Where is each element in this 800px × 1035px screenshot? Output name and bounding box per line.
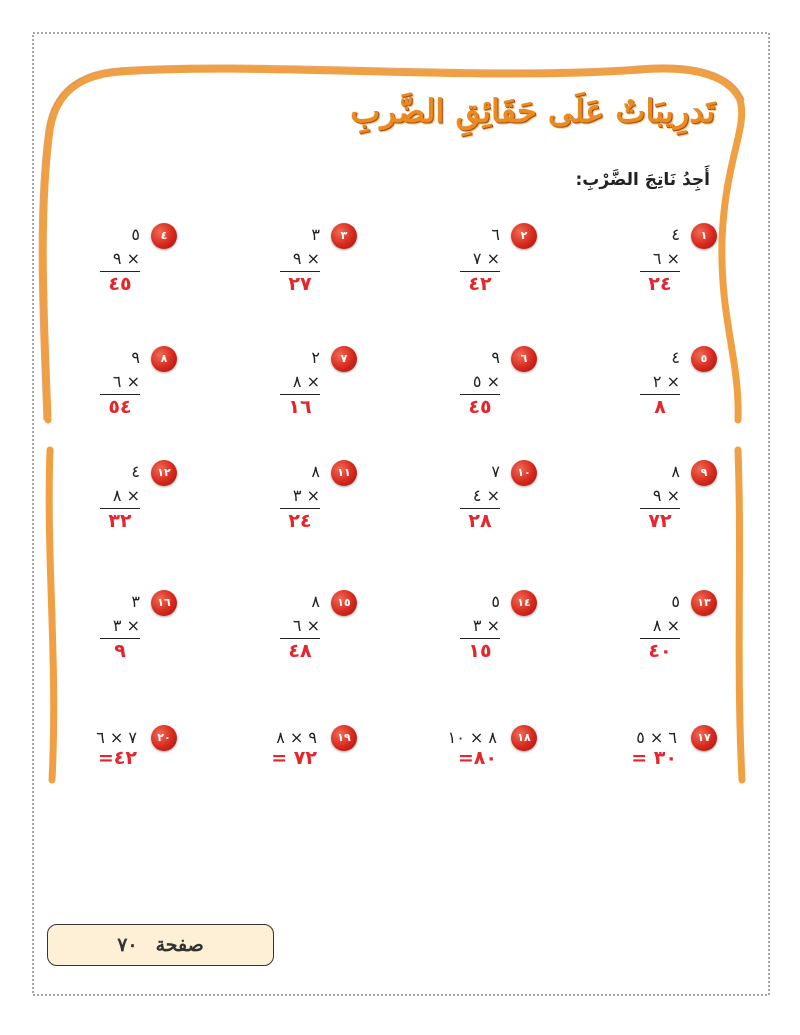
sum-rule — [460, 508, 500, 509]
problem-3 — [237, 223, 357, 313]
answer: ٢٤ — [648, 273, 672, 295]
problem-7 — [237, 346, 357, 436]
problem-number-badge: ٩ — [691, 460, 717, 486]
top-number: ٤ — [131, 462, 140, 481]
problem-17 — [577, 725, 717, 785]
sum-rule — [460, 638, 500, 639]
problem-number-badge: ٧ — [331, 346, 357, 372]
problem-number-badge: ١٠ — [511, 460, 537, 486]
multiplier-line: ٩ × — [652, 486, 680, 505]
answer: ٢٨ — [468, 510, 492, 532]
problem-16 — [57, 590, 177, 680]
problem-14 — [417, 590, 537, 680]
sum-rule — [640, 508, 680, 509]
sum-rule — [460, 394, 500, 395]
problem-number-badge: ١٥ — [331, 590, 357, 616]
problem-number-badge: ٦ — [511, 346, 537, 372]
problem-9 — [597, 460, 717, 550]
multiplier-line: ٨ × — [292, 372, 320, 391]
multiplier-line: ٨ × — [652, 616, 680, 635]
problem-number-badge: ٢ — [511, 223, 537, 249]
answer: =٤٢ — [97, 747, 137, 769]
problem-11 — [237, 460, 357, 550]
top-number: ٣ — [311, 225, 320, 244]
multiplier-line: ٩ × — [292, 249, 320, 268]
top-number: ٨ — [311, 592, 320, 611]
top-number: ٤ — [671, 348, 680, 367]
problem-number-badge: ١١ — [331, 460, 357, 486]
problem-number-badge: ١٤ — [511, 590, 537, 616]
page-number-box — [47, 924, 274, 966]
top-number: ٨ — [671, 462, 680, 481]
problem-number-badge: ١٣ — [691, 590, 717, 616]
problem-number-badge: ١٧ — [691, 725, 717, 751]
multiplier-line: ٣ × — [112, 616, 140, 635]
sum-rule — [280, 394, 320, 395]
problem-15 — [237, 590, 357, 680]
top-number: ٩ — [131, 348, 140, 367]
problem-number-badge: ١٦ — [151, 590, 177, 616]
multiplier-line: ٣ × — [472, 616, 500, 635]
problem-19 — [217, 725, 357, 785]
answer: ٤٨ — [288, 640, 312, 662]
top-number: ٧ — [491, 462, 500, 481]
page-number: ٧٠ — [117, 934, 138, 956]
problem-6 — [417, 346, 537, 436]
multiplier-line: ٦ × — [652, 249, 680, 268]
answer: ١٥ — [468, 640, 492, 662]
sum-rule — [100, 508, 140, 509]
multiplier-line: ٧ × — [472, 249, 500, 268]
multiplier-line: ٣ × — [292, 486, 320, 505]
answer: ١٦ — [288, 396, 312, 418]
expression: ٦ × ٥ — [636, 728, 677, 747]
sum-rule — [280, 638, 320, 639]
problem-18 — [397, 725, 537, 785]
multiplier-line: ٩ × — [112, 249, 140, 268]
problem-5 — [597, 346, 717, 436]
top-number: ٤ — [671, 225, 680, 244]
multiplier-line: ٤ × — [472, 486, 500, 505]
answer: ٥٤ — [108, 396, 132, 418]
top-number: ٣ — [131, 592, 140, 611]
answer: ٤٠ — [648, 640, 672, 662]
answer: ٤٢ — [468, 273, 492, 295]
problem-20 — [37, 725, 177, 785]
problem-2 — [417, 223, 537, 313]
sum-rule — [640, 394, 680, 395]
problem-number-badge: ١ — [691, 223, 717, 249]
sum-rule — [460, 271, 500, 272]
expression: ٧ × ٦ — [96, 728, 137, 747]
page-title: تَدرِيبَاتٌ عَلَى حَقَائِقِ الضَّربِ — [350, 92, 715, 130]
top-number: ٦ — [491, 225, 500, 244]
top-number: ٢ — [311, 348, 320, 367]
problem-13 — [597, 590, 717, 680]
answer: ٩ — [114, 640, 126, 662]
multiplier-line: ٨ × — [112, 486, 140, 505]
problem-number-badge: ٢٠ — [151, 725, 177, 751]
problem-number-badge: ٨ — [151, 346, 177, 372]
page-label-text: صفحة — [155, 934, 204, 956]
answer: ٢٧ — [288, 273, 312, 295]
top-number: ٥ — [491, 592, 500, 611]
sum-rule — [280, 271, 320, 272]
answer: ٤٥ — [108, 273, 132, 295]
multiplier-line: ٦ × — [112, 372, 140, 391]
problem-10 — [417, 460, 537, 550]
problem-number-badge: ١٢ — [151, 460, 177, 486]
sum-rule — [640, 271, 680, 272]
top-number: ٥ — [131, 225, 140, 244]
answer: ٧٢ — [648, 510, 672, 532]
top-number: ٥ — [671, 592, 680, 611]
sum-rule — [640, 638, 680, 639]
answer: ٣٢ — [108, 510, 132, 532]
sum-rule — [100, 638, 140, 639]
top-number: ٩ — [491, 348, 500, 367]
problem-number-badge: ١٨ — [511, 725, 537, 751]
problem-12 — [57, 460, 177, 550]
answer: = ٣٠ — [631, 747, 677, 769]
problem-number-badge: ٤ — [151, 223, 177, 249]
problem-number-badge: ٣ — [331, 223, 357, 249]
problem-number-badge: ٥ — [691, 346, 717, 372]
multiplier-line: ٥ × — [472, 372, 500, 391]
sum-rule — [280, 508, 320, 509]
problem-1 — [597, 223, 717, 313]
answer: ٨ — [654, 396, 666, 418]
top-number: ٨ — [311, 462, 320, 481]
problem-8 — [57, 346, 177, 436]
answer: =٨٠ — [457, 747, 497, 769]
multiplier-line: ٢ × — [652, 372, 680, 391]
sum-rule — [100, 394, 140, 395]
sum-rule — [100, 271, 140, 272]
expression: ٩ × ٨ — [276, 728, 317, 747]
problem-4 — [57, 223, 177, 313]
expression: ٨ × ١٠ — [447, 728, 497, 747]
answer: ٢٤ — [288, 510, 312, 532]
instruction-text: أَجِدُ نَاتِجَ الضَّرْبِ: — [575, 170, 710, 190]
answer: ٤٥ — [468, 396, 492, 418]
answer: = ٧٢ — [271, 747, 317, 769]
multiplier-line: ٦ × — [292, 616, 320, 635]
problem-number-badge: ١٩ — [331, 725, 357, 751]
